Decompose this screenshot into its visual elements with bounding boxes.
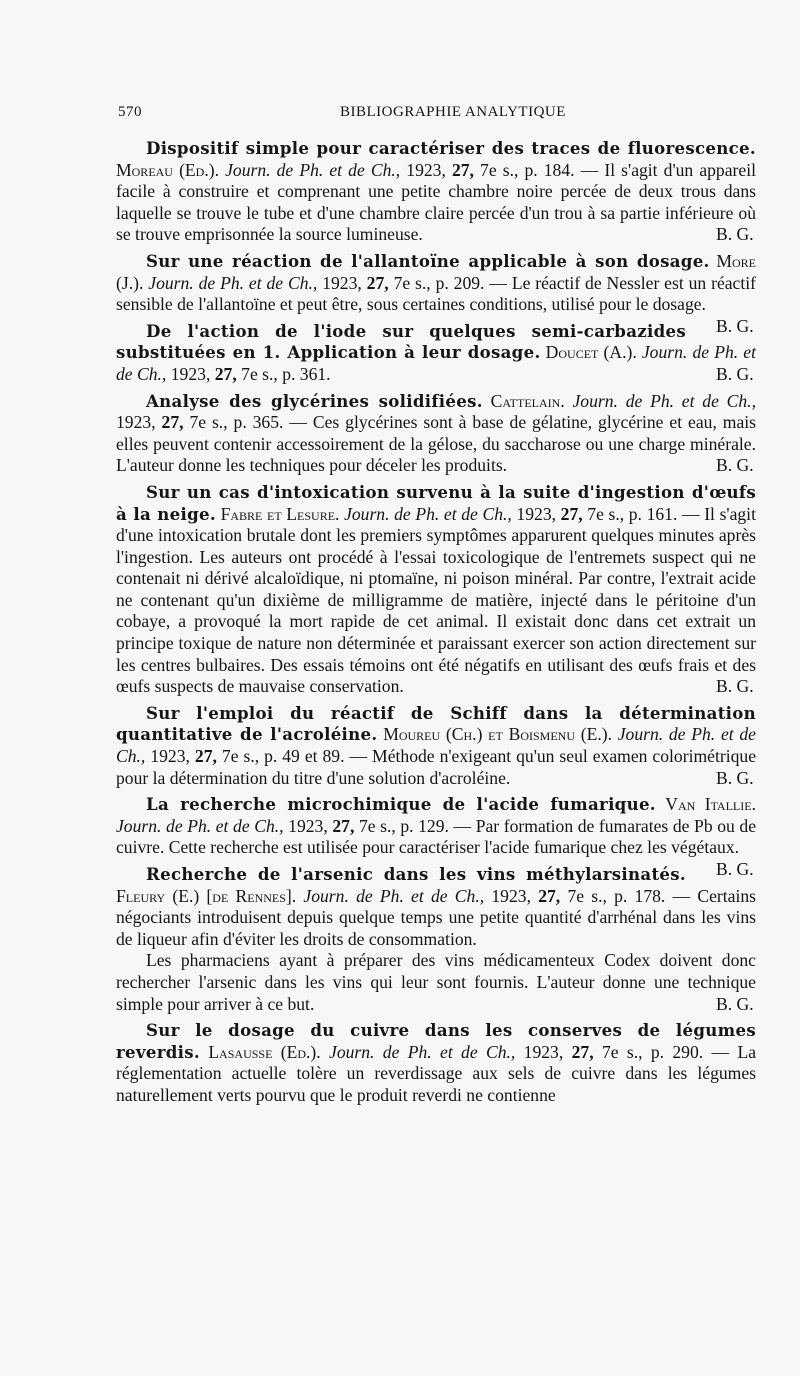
- entry-body: — Le réactif de Nessler est un réactif sensible de l'allantoïne et peut être, sous certaines conditions, utilisé pour le dosage.: [116, 272, 757, 315]
- entry-body-continued: Les pharmaciens ayant à préparer des vins médicamenteux Codex doivent donc rechercher l'arsenic dans les vins qui leur sont fournis. L'auteur donne une technique simple pour arriver à ce but.: [116, 950, 756, 1014]
- entry-volume: 27,: [194, 746, 217, 767]
- entry-author: Cattelain.: [490, 390, 565, 411]
- entry-volume: 27,: [560, 503, 583, 524]
- entry-journal: Journ. de Ph. et de Ch.,: [344, 503, 512, 524]
- entry-cuivre: [116, 1020, 756, 1106]
- entry-author: More (J.).: [116, 250, 756, 293]
- entry-reference: 7e s., p. 361.: [241, 363, 331, 384]
- entry-body: — Par formation de fumarates de Pb ou de cuivre. Cette recherche est utilisée pour caractériser l'acide fumarique chez les végétaux.: [116, 815, 756, 858]
- entry-title: Sur le dosage du cuivre dans les conserves de légumes reverdis.: [116, 1020, 756, 1062]
- entry-signature: B. G.: [716, 676, 754, 697]
- page-number: 570: [118, 104, 142, 120]
- entry-year: 1923,: [406, 159, 446, 180]
- entry-reference: 7e s., p. 365.: [189, 412, 284, 433]
- entry-iode: [116, 321, 756, 386]
- entry-reference: 7e s., p. 49 et 89.: [221, 746, 345, 767]
- entry-year: 1923,: [523, 1041, 564, 1062]
- entry-glycerines: [116, 391, 756, 477]
- entry-signature: B. G.: [716, 993, 754, 1014]
- entry-intoxication: [116, 482, 756, 698]
- entry-signature: B. G.: [716, 859, 754, 879]
- entry-title: Sur l'emploi du réactif de Schiff dans la détermination quantitative de l'acroléine.: [116, 702, 756, 745]
- entry-arsenic: [116, 864, 756, 1015]
- entry-author: Lasausse (Ed.).: [208, 1041, 321, 1062]
- entry-author: Moreau (Ed.).: [116, 159, 219, 180]
- entry-year: 1923,: [516, 503, 557, 524]
- entry-title: La recherche microchimique de l'acide fumarique.: [146, 794, 656, 815]
- entry-author: Doucet (A.).: [545, 342, 637, 363]
- entry-journal: Journ. de Ph. et de Ch.,: [116, 342, 756, 384]
- entry-journal: Journ. de Ph. et de Ch.,: [225, 159, 401, 180]
- entry-author: Fleury (E.) [de Rennes].: [116, 885, 297, 906]
- entry-title: Analyse des glycérines solidifiées.: [146, 390, 483, 411]
- entry-journal: Journ. de Ph. et de Ch.,: [303, 885, 485, 906]
- entry-reference: 7e s., p. 161.: [587, 503, 678, 524]
- entry-volume: 27,: [366, 272, 389, 293]
- entry-year: 1923,: [491, 885, 531, 906]
- entry-reference: 7e s., p. 290.: [601, 1041, 704, 1062]
- entry-fluorescence: [116, 138, 756, 246]
- entry-reference: 7e s., p. 129.: [358, 815, 449, 836]
- entry-author: Moureu (Ch.) et Boismenu (E.).: [383, 724, 612, 745]
- entry-volume: 27,: [214, 363, 237, 384]
- entry-title: Sur un cas d'intoxication survenu à la suite d'ingestion d'œufs à la neige.: [116, 481, 756, 524]
- entry-schiff: [116, 703, 756, 789]
- entry-journal: Journ. de Ph. et de Ch.,: [329, 1041, 516, 1062]
- running-title: BIBLIOGRAPHIE ANALYTIQUE: [340, 104, 566, 120]
- entry-body: — Certains négociants introduisent depuis quelque temps une petite quantité d'arrhénal dans les vins de liqueur afin d'éviter les droits de consommation.: [116, 885, 757, 949]
- entry-title: Sur une réaction de l'allantoïne applicable à son dosage.: [146, 250, 710, 271]
- entry-volume: 27,: [332, 815, 355, 836]
- entry-year: 1923,: [116, 412, 156, 433]
- entry-volume: 27,: [538, 885, 561, 906]
- entry-signature: B. G.: [716, 224, 754, 245]
- entry-signature: B. G.: [716, 363, 754, 384]
- entry-volume: 27,: [571, 1041, 594, 1062]
- entry-reference: 7e s., p. 209.: [393, 272, 485, 293]
- entry-reference: 7e s., p. 178.: [567, 885, 666, 906]
- bibliography-entries: [116, 138, 756, 1112]
- entry-journal: Journ. de Ph. et de Ch.,: [572, 390, 756, 411]
- entry-journal: Journ. de Ph. et de Ch.,: [116, 724, 756, 767]
- entry-body: — La réglementation actuelle tolère un reverdissage aux sels de cuivre dans les légumes naturellement verts pourvu que le produit reverdi ne contienne: [116, 1041, 756, 1105]
- entry-body: — Il s'agit d'un appareil facile à construire et comprenant une petite chambre noire percée de deux trous dans laquelle se trouve le tube et d'une chambre claire percée d'un trou à sa partie inférieure où se trouve emprisonnée la source lumineuse.: [116, 159, 756, 245]
- page-header: [118, 104, 754, 126]
- entry-journal: Journ. de Ph. et de Ch.,: [116, 815, 284, 836]
- entry-year: 1923,: [150, 746, 190, 767]
- entry-signature: B. G.: [716, 455, 754, 476]
- entry-year: 1923,: [288, 815, 328, 836]
- entry-allantoine: [116, 250, 757, 336]
- entry-author: Van Itallie.: [665, 794, 756, 815]
- entry-signature: B. G.: [716, 767, 754, 788]
- entry-signature: B. G.: [716, 315, 754, 336]
- entry-volume: 27,: [451, 159, 474, 180]
- entry-reference: 7e s., p. 184.: [480, 159, 575, 180]
- entry-author: Fabre et Lesure.: [220, 503, 340, 524]
- entry-year: 1923,: [170, 363, 211, 384]
- entry-volume: 27,: [161, 412, 184, 433]
- entry-year: 1923,: [322, 272, 362, 293]
- entry-body: — Ces glycérines sont à base de gélatine, glycérine et eau, mais elles peuvent contenir accessoirement de la gélose, du saccharose ou une charge minérale. L'auteur donne les techniques pour déceler les produits.: [116, 412, 756, 476]
- entry-title: Recherche de l'arsenic dans les vins méthylarsinatés.: [146, 864, 686, 884]
- entry-body: — Méthode n'exigeant qu'un seul examen colorimétrique pour la détermination du titre d'une solution d'acroléine.: [116, 746, 756, 788]
- entry-title: De l'action de l'iode sur quelques semi-carbazides substituées en 1. Application à leur dosage.: [116, 320, 686, 363]
- entry-journal: Journ. de Ph. et de Ch.,: [148, 272, 318, 293]
- entry-body: — Il s'agit d'une intoxication brutale dont les premiers symptômes apparurent quelques minutes après l'ingestion. Les auteurs ont procédé à l'essai toxicologique de l'entremets suspect qui ne contenait ni dérivé alcaloïdique, ni ptomaïne, ni poison minéral. Par contre, l'extrait acide ne contenant qu'un dixième de milligramme de matière, injecté dans le péritoine d'un cobaye, a provoqué la mort rapide de cet animal. Il existait donc dans cet extrait un principe toxique de nature non déterminée et paraissant exercer son action directement sur les centres bulbaires. Des essais témoins ont été négatifs en utilisant des œufs frais et des œufs suspects de mauvaise conservation.: [116, 503, 756, 697]
- entry-title: Dispositif simple pour caractériser des traces de fluorescence.: [146, 138, 756, 158]
